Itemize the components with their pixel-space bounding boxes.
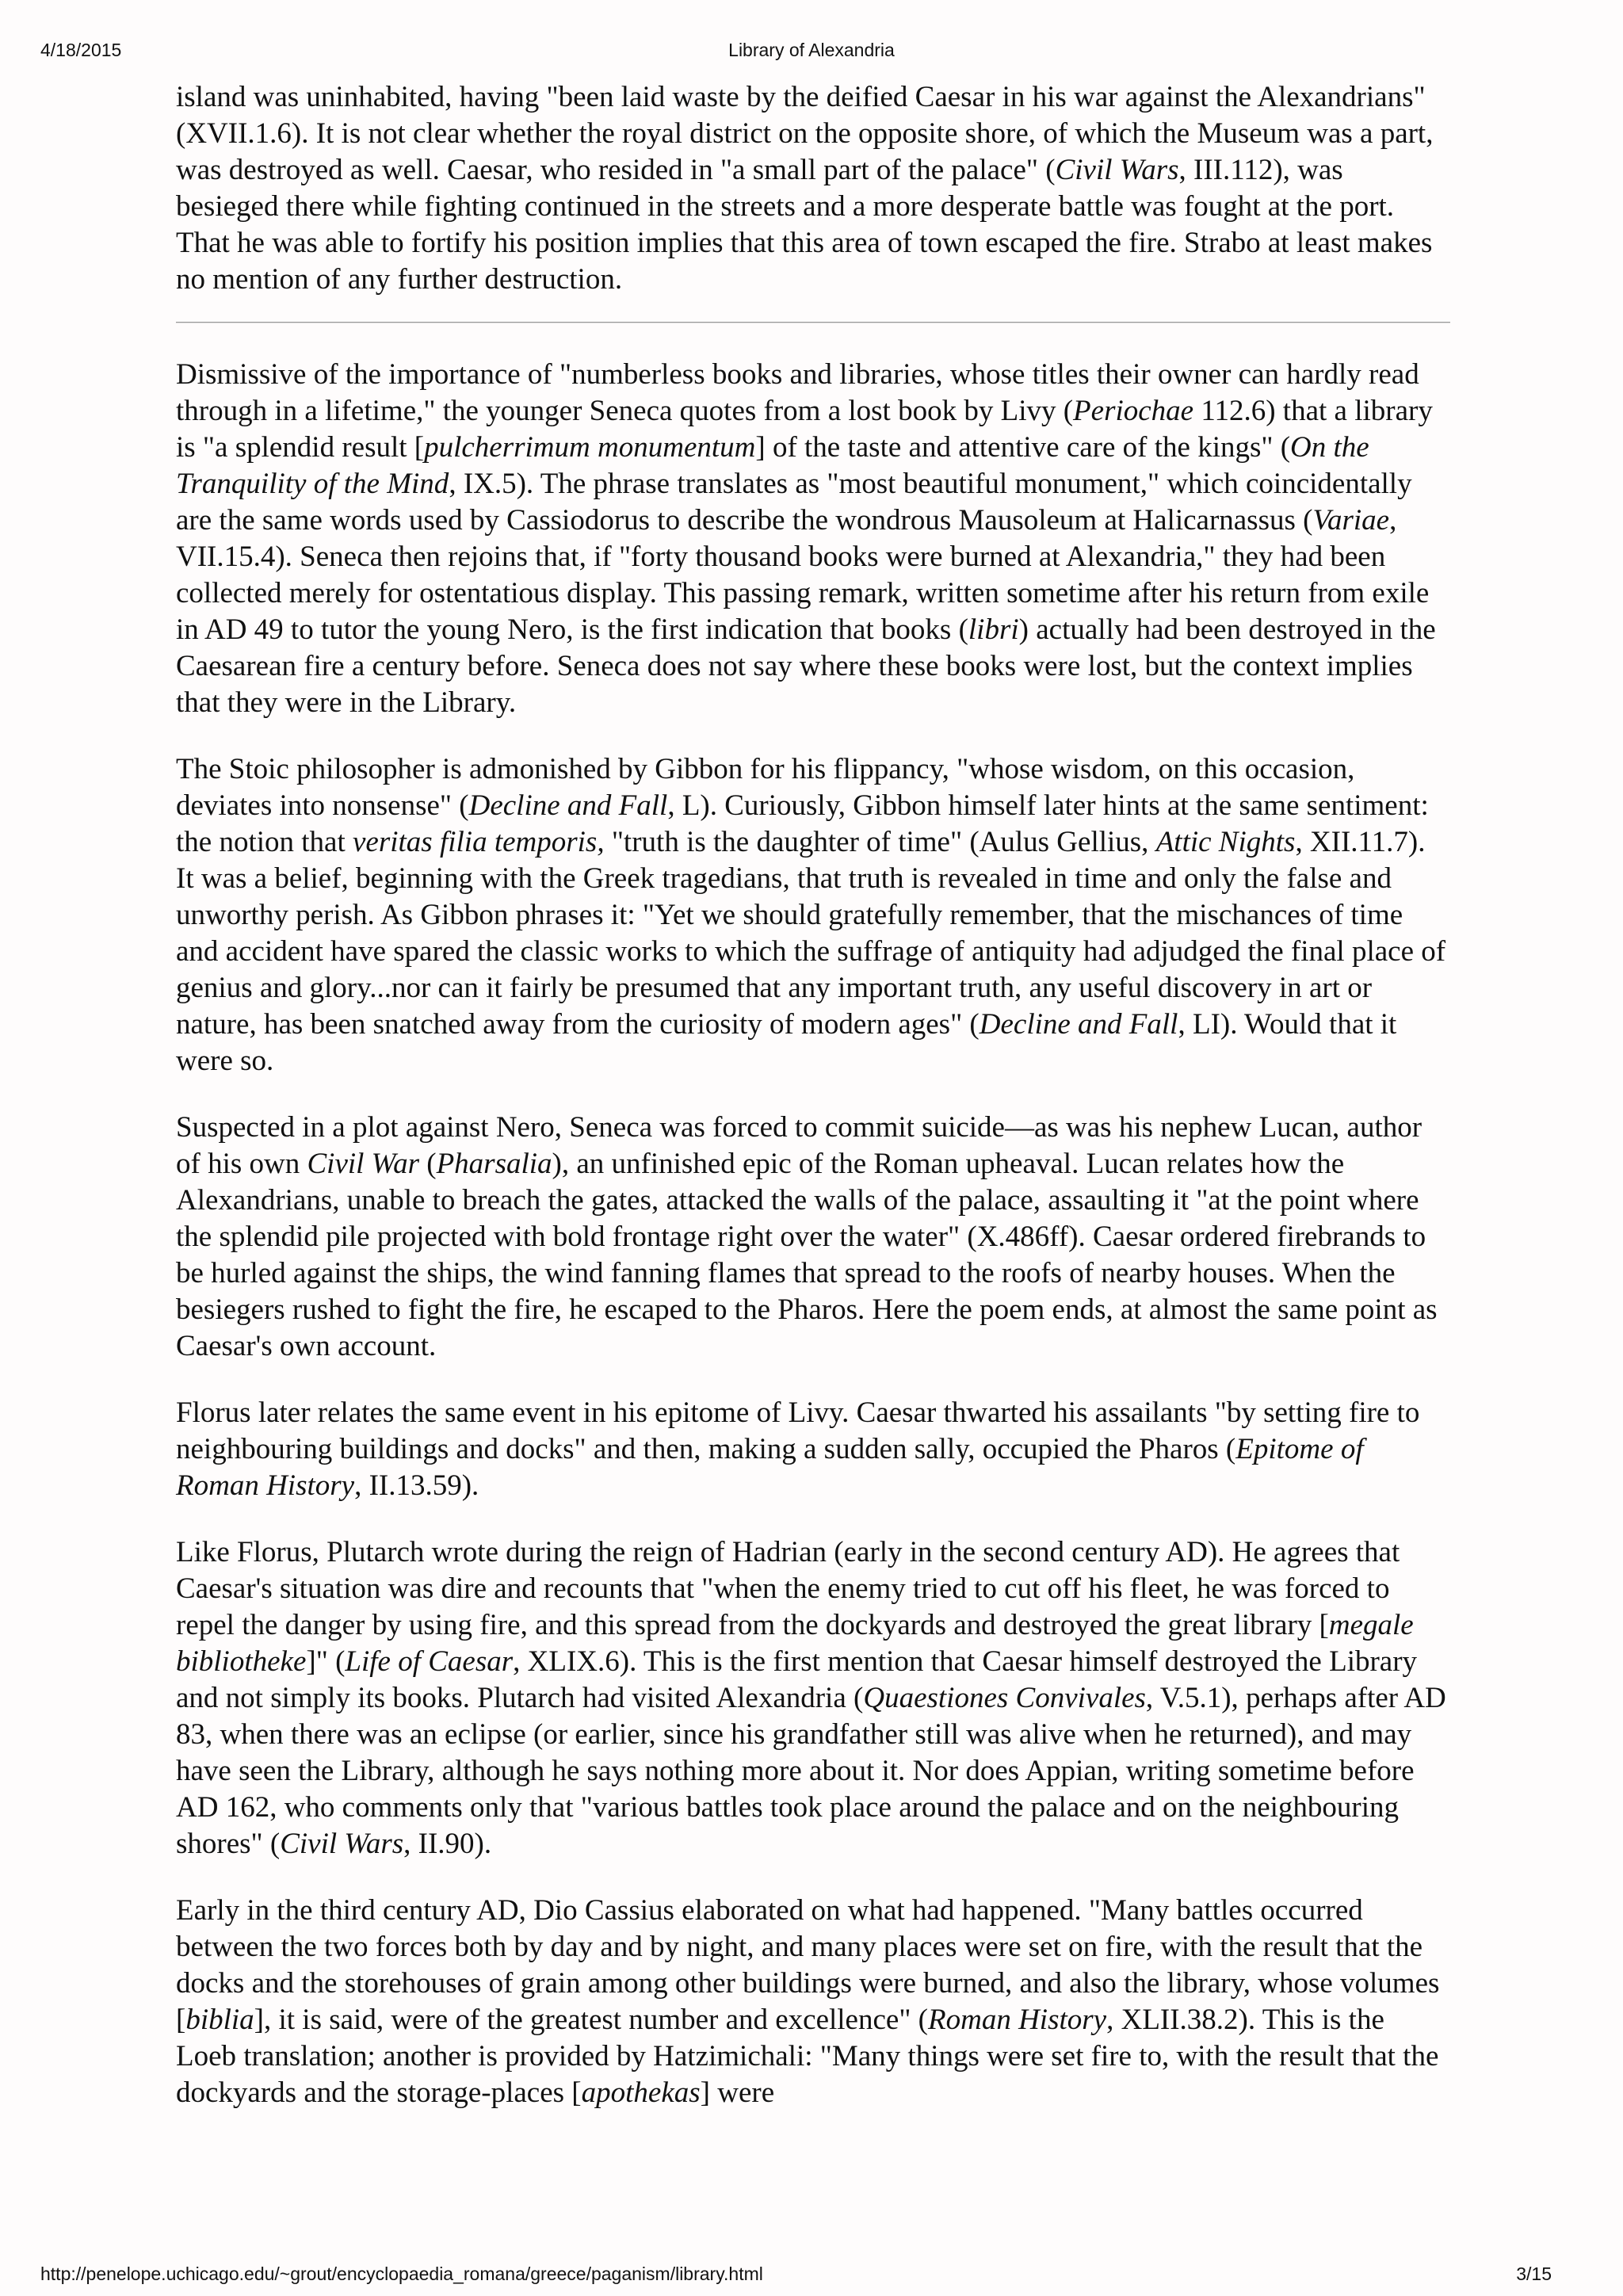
- paragraph: [176, 1893, 1450, 2111]
- text-run: , II.90).: [403, 1828, 492, 1860]
- paragraph: [176, 1534, 1450, 1862]
- text-run: (: [419, 1148, 437, 1180]
- text-run: Florus later relates the same event in his epitome of Livy. Caesar thwarted his assailants "by setting fire to neighbouring buildings and docks" and then, making a sudden sally, occupied the Pharos (: [176, 1396, 1420, 1465]
- text-run: ]" (: [306, 1645, 346, 1678]
- text-run: , III.112), was besieged there while fighting continued in the streets and a more desperate battle was fought at the port. That he was able to fortify his position implies that this area of town escaped the fire. Strabo at least makes no mention of any further destruction.: [176, 154, 1433, 296]
- text-run: , VII.15.4). Seneca then rejoins that, if "forty thousand books were burned at Alexandria," they had been collected merely for ostentatious display. This passing remark, written sometime after his return from exile in AD 49 to tutor the young Nero, is the first indication that books (: [176, 504, 1430, 646]
- text-run: island was uninhabited, having "been laid waste by the deified Caesar in his war against the Alexandrians" (XVII.1.6). It is not clear whether the royal district on the opposite shore, of which the Museum was a part, was destroyed as well. Caesar, who resided in "a small part of the palace" (: [176, 81, 1434, 186]
- paragraph: [176, 79, 1450, 298]
- italic-text: pulcherrimum monumentum: [424, 431, 756, 464]
- text-run: , XII.11.7). It was a belief, beginning with the Greek tragedians, that truth is revealed in time and only the false and unworthy perish. As Gibbon phrases it: "Yet we should gratefully remember, that the mischances of time and accident have spared the classic works to which the suffrage of antiquity had adjudged the final place of genius and glory...nor can it fairly be presumed that any important truth, any useful discovery in art or nature, has been snatched away from the curiosity of modern ages" (: [176, 826, 1446, 1041]
- italic-text: Epitome of Roman History: [176, 1433, 1364, 1502]
- text-run: Early in the third century AD, Dio Cassius elaborated on what had happened. "Many battles occurred between the two forces both by day and by night, and many places were set on fire, with the result that the docks and the storehouses of grain among other buildings were burned, and also the library, whose volumes [: [176, 1894, 1440, 2036]
- italic-text: On the Tranquility of the Mind: [176, 431, 1369, 500]
- italic-text: Decline and Fall: [468, 789, 668, 822]
- italic-text: Attic Nights: [1155, 826, 1296, 858]
- horizontal-rule: [176, 322, 1450, 323]
- text-run: , IX.5). The phrase translates as "most beautiful monument," which coincidentally are the same words used by Cassiodorus to describe the wondrous Mausoleum at Halicarnassus (: [176, 468, 1412, 537]
- text-run: , II.13.59).: [354, 1469, 479, 1502]
- text-run: , LI). Would that it were so.: [176, 1008, 1397, 1077]
- italic-text: Civil War: [307, 1148, 419, 1180]
- paragraph: [176, 1395, 1450, 1504]
- text-run: Like Florus, Plutarch wrote during the reign of Hadrian (early in the second century AD). He agrees that Caesar's situation was dire and recounts that "when the enemy tried to cut off his fleet, he was forced to repel the danger by using fire, and this spread from the dockyards and destroyed the great library [: [176, 1536, 1400, 1641]
- italic-text: megale bibliotheke: [176, 1609, 1414, 1678]
- text-run: The Stoic philosopher is admonished by Gibbon for his flippancy, "whose wisdom, on this occasion, deviates into nonsense" (: [176, 753, 1355, 822]
- paragraph: [176, 751, 1450, 1079]
- text-run: "truth is the daughter of time" (Aulus Gellius,: [604, 826, 1156, 858]
- text-run: ) actually had been destroyed in the Caesarean fire a century before. Seneca does not say where these books were lost, but the context implies that they were in the Library.: [176, 613, 1436, 719]
- text-run: Suspected in a plot against Nero, Seneca was forced to commit suicide—as was his nephew Lucan, author of his own: [176, 1111, 1423, 1180]
- page-title: Library of Alexandria: [728, 40, 895, 60]
- italic-text: Civil Wars: [1055, 154, 1179, 186]
- text-run: , XLII.38.2). This is the Loeb translation; another is provided by Hatzimichali: "Many things were set fire to, with the result that the dockyards and the storage-places [: [176, 2004, 1439, 2109]
- italic-text: Civil Wars: [280, 1828, 404, 1860]
- paragraph: [176, 1110, 1450, 1365]
- italic-text: Roman History: [928, 2004, 1107, 2036]
- italic-text: Variae: [1312, 504, 1390, 537]
- text-run: ] of the taste and attentive care of the kings" (: [755, 431, 1291, 464]
- text-run: Dismissive of the importance of "numberless books and libraries, whose titles their owner can hardly read through in a lifetime," the younger Seneca quotes from a lost book by Livy (: [176, 358, 1419, 427]
- italic-text: Pharsalia: [436, 1148, 552, 1180]
- paragraph: [176, 357, 1450, 721]
- text-run: , L). Curiously, Gibbon himself later hints at the same sentiment: the notion that: [176, 789, 1429, 858]
- italic-text: Decline and Fall: [979, 1008, 1178, 1041]
- italic-text: Periochae: [1073, 395, 1194, 427]
- page-number: 3/15: [1516, 2264, 1552, 2284]
- text-run: 112.6) that a library is "a splendid result [: [176, 395, 1433, 464]
- text-run: , XLIX.6). This is the first mention that Caesar himself destroyed the Library and not simply its books. Plutarch had visited Alexandria (: [176, 1645, 1418, 1714]
- italic-text: biblia: [185, 2004, 254, 2036]
- text-run: ] were: [700, 2076, 775, 2109]
- print-header: [0, 40, 1623, 67]
- italic-text: Life of Caesar: [345, 1645, 514, 1678]
- text-run: ), an unfinished epic of the Roman upheaval. Lucan relates how the Alexandrians, unable to breach the gates, attacked the walls of the palace, assaulting it "at the point where the splendid pile projected with bold frontage right over the water" (X.486ff). Caesar ordered firebrands to be hurled against the ships, the wind fanning flames that spread to the roofs of nearby houses. When the besiegers rushed to fight the fire, he escaped to the Pharos. Here the poem ends, at almost the same point as Caesar's own account.: [176, 1148, 1438, 1362]
- italic-text: veritas filia temporis,: [353, 826, 605, 858]
- print-footer: [0, 2264, 1623, 2287]
- italic-text: libri: [968, 613, 1019, 646]
- text-run: , V.5.1), perhaps after AD 83, when there was an eclipse (or earlier, since his grandfather still was alive when he returned), and may have seen the Library, although he says nothing more about it. Nor does Appian, writing sometime before AD 162, who comments only that "various battles took place around the palace and on the neighbouring shores" (: [176, 1682, 1446, 1860]
- italic-text: apothekas: [581, 2076, 701, 2109]
- article-body: [176, 79, 1450, 2141]
- text-run: ], it is said, were of the greatest number and excellence" (: [254, 2004, 929, 2036]
- print-date: 4/18/2015: [40, 40, 122, 60]
- italic-text: Quaestiones Convivales: [863, 1682, 1146, 1714]
- page-url: http://penelope.uchicago.edu/~grout/encyclopaedia_romana/greece/paganism/library.html: [40, 2264, 763, 2284]
